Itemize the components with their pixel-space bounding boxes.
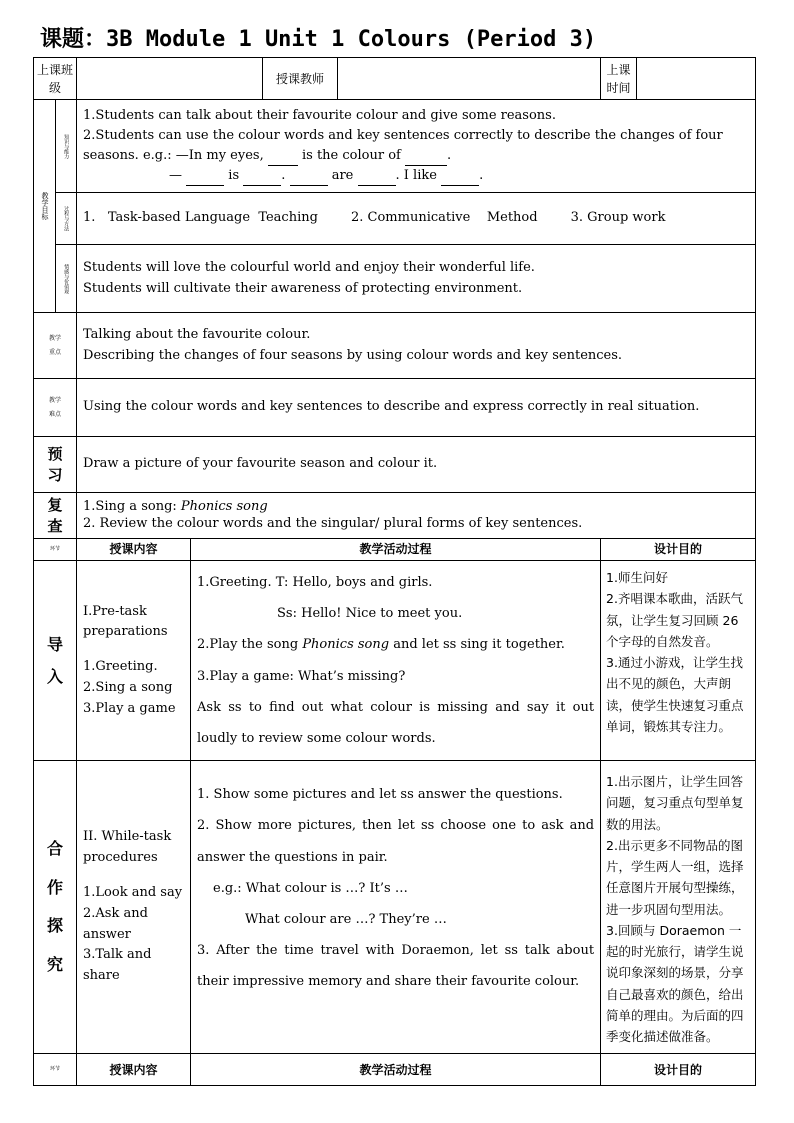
- stage-1-content: [77, 561, 191, 761]
- stage-2-process-3: e.g.: What colour is …? It’s …: [213, 880, 408, 896]
- stage-1-purpose-3: 3.通过小游戏，让学生找出不见的颜色，大声朗读，使学生快速复习重点单词，锻炼其专注力。: [606, 655, 744, 734]
- key-point-2: Describing the changes of four seasons by using colour words and key sentences.: [83, 347, 623, 363]
- process-text: 1. Task-based Language Teaching 2. Communicative Method 3. Group work: [77, 193, 756, 245]
- stage-2-process-2: 2. Show more pictures, then let ss choose one to ask and answer the questions in pair.: [197, 818, 595, 865]
- stage-1-content-title: I.Pre-task preparations: [83, 603, 168, 640]
- stage-1-process: [191, 561, 601, 761]
- stage-2-process-1: 1. Show some pictures and let ss answer the questions.: [197, 787, 563, 803]
- stage-1-process-4: 3.Play a game: What’s missing?: [197, 668, 406, 684]
- review-line-2: 2. Review the colour words and the singular/ plural forms of key sentences.: [83, 515, 583, 531]
- teacher-label: 授课教师: [263, 58, 338, 100]
- knowledge-label: 知识与能力: [56, 100, 77, 193]
- review-line-1: 1.Sing a song: Phonics song: [83, 499, 268, 515]
- col-stage-2: 环节: [34, 1054, 77, 1086]
- objective-process-row: [34, 193, 756, 245]
- stage-2-purpose: [601, 761, 756, 1054]
- column-header-row: [34, 539, 756, 561]
- emotion-line-1: Students will love the colourful world and enjoy their wonderful life.: [83, 260, 535, 276]
- key-points-row: [34, 313, 756, 379]
- preview-label: 预习: [34, 437, 77, 493]
- stage-1-label: 导入: [34, 561, 77, 761]
- stage-1-purpose: [601, 561, 756, 761]
- emotion-cell: [77, 245, 756, 313]
- header-row: [34, 58, 756, 100]
- col-purpose-2: 设计目的: [601, 1054, 756, 1086]
- stage-1-process-3: 2.Play the song Phonics song and let ss sing it together.: [197, 637, 565, 653]
- stage-1-item-2: 2.Sing a song: [83, 679, 173, 695]
- review-row: [34, 493, 756, 539]
- knowledge-line-1: 1.Students can talk about their favourite colour and give some reasons.: [83, 107, 556, 123]
- stage-2-row: [34, 761, 756, 1054]
- page-title: 课题：3B Module 1 Unit 1 Colours (Period 3): [40, 27, 597, 52]
- stage-1-process-2: Ss: Hello! Nice to meet you.: [277, 606, 463, 622]
- emotion-line-2: Students will cultivate their awareness of protecting environment.: [83, 280, 523, 296]
- objective-emotion-row: [34, 245, 756, 313]
- time-value[interactable]: [637, 58, 756, 100]
- col-process-2: 教学活动过程: [191, 1054, 601, 1086]
- knowledge-line-4: — is . are . I like .: [83, 166, 749, 186]
- class-label: 上课班级: [34, 58, 77, 100]
- stage-2-content-title: II. While-task procedures: [83, 829, 172, 866]
- stage-1-item-3: 3.Play a game: [83, 700, 176, 716]
- emotion-label: 情感与价值观: [56, 245, 77, 313]
- review-cell: [77, 493, 756, 539]
- class-value[interactable]: [77, 58, 263, 100]
- objective-knowledge-row: [34, 100, 756, 193]
- review-label: 复查: [34, 493, 77, 539]
- col-purpose: 设计目的: [601, 539, 756, 561]
- stage-1-item-1: 1.Greeting.: [83, 659, 158, 675]
- stage-1-row: [34, 561, 756, 761]
- col-content: 授课内容: [77, 539, 191, 561]
- stage-2-label: 合作探究: [34, 761, 77, 1054]
- stage-2-process: [191, 761, 601, 1054]
- stage-2-purpose-1: 1.出示图片，让学生回答问题，复习重点句型单复数的用法。: [606, 774, 744, 832]
- preview-row: [34, 437, 756, 493]
- lesson-plan-table: [33, 57, 756, 1086]
- difficulties-label: 教学难点: [34, 379, 77, 437]
- stage-1-purpose-2: 2.齐唱课本歌曲，活跃气氛，让学生复习回顾 26 个字母的自然发音。: [606, 591, 743, 649]
- difficulties-text: Using the colour words and key sentences to describe and express correctly in real situation.: [77, 379, 756, 437]
- stage-2-process-4: What colour are …? They’re …: [245, 911, 447, 927]
- time-label: 上课时间: [601, 58, 637, 100]
- process-label: 过程与方法: [56, 193, 77, 245]
- key-point-1: Talking about the favourite colour.: [83, 327, 311, 343]
- objectives-group-label: 教学目标: [34, 100, 56, 313]
- col-process: 教学活动过程: [191, 539, 601, 561]
- col-stage: 环节: [34, 539, 77, 561]
- knowledge-line-3: seasons. e.g.: —In my eyes, is the colour of .: [83, 146, 749, 166]
- stage-2-content: [77, 761, 191, 1054]
- knowledge-cell: [77, 100, 756, 193]
- key-points-label: 教学重点: [34, 313, 77, 379]
- column-header-row-2: [34, 1054, 756, 1086]
- teacher-value[interactable]: [338, 58, 601, 100]
- stage-2-item-2: 2.Ask and answer: [83, 905, 148, 942]
- stage-1-process-5: Ask ss to find out what colour is missing and say it out loudly to review some colour words.: [197, 699, 595, 746]
- stage-2-purpose-3: 3.回顾与 Doraemon 一起的时光旅行，请学生说说印象深刻的场景，分享自己最喜欢的颜色，给出简单的理由。为后面的四季变化描述做准备。: [606, 922, 744, 1045]
- stage-1-process-1: 1.Greeting. T: Hello, boys and girls.: [197, 575, 433, 590]
- preview-text: Draw a picture of your favourite season and colour it.: [77, 437, 756, 493]
- stage-2-item-3: 3.Talk and share: [83, 947, 152, 984]
- difficulties-row: [34, 379, 756, 437]
- stage-2-process-5: 3. After the time travel with Doraemon, let ss talk about their impressive memory and share their favourite colour.: [197, 943, 595, 990]
- knowledge-line-2: 2.Students can use the colour words and key sentences correctly to describe the changes of four: [83, 127, 723, 143]
- stage-1-purpose-1: 1.师生问好: [606, 570, 668, 585]
- col-content-2: 授课内容: [77, 1054, 191, 1086]
- stage-2-purpose-2: 2.出示更多不同物品的图片，学生两人一组，选择任意图片开展句型操练，进一步巩固句型用法。: [606, 837, 744, 917]
- key-points-cell: [77, 313, 756, 379]
- stage-2-item-1: 1.Look and say: [83, 885, 183, 901]
